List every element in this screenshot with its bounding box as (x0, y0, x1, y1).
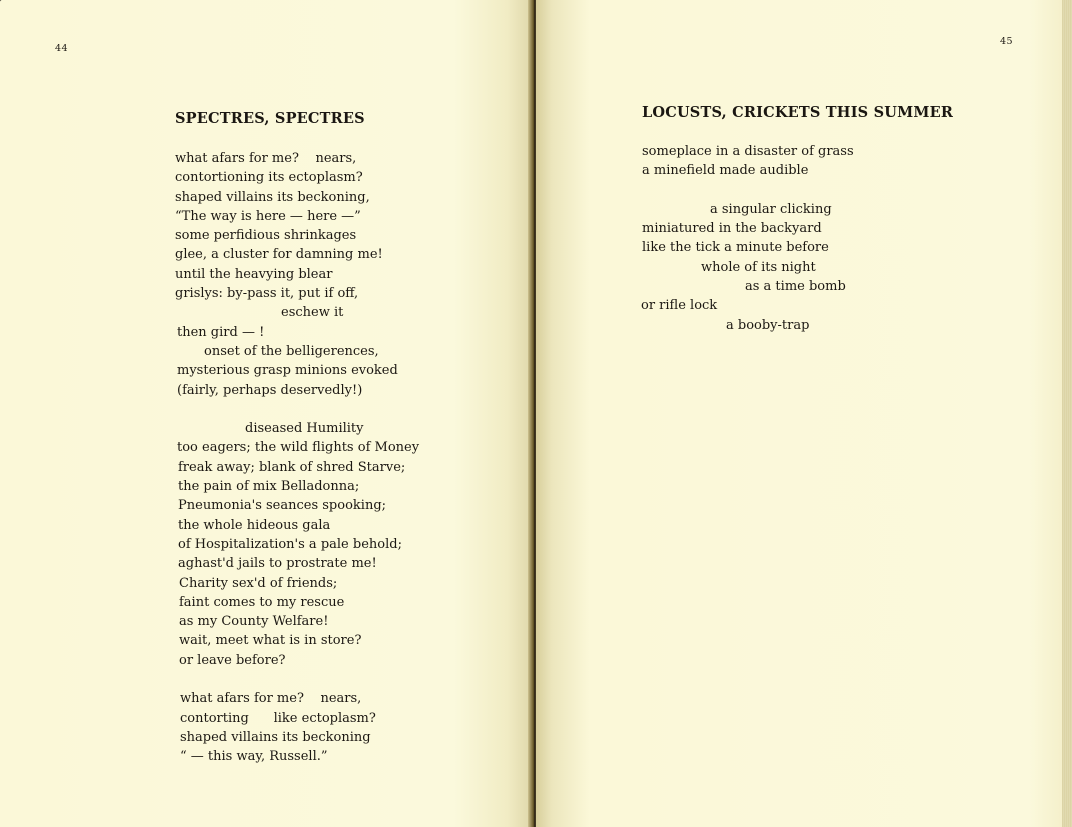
poem-line: a booby-trap (726, 317, 810, 333)
poem-line: the pain of mix Belladonna; (178, 479, 360, 495)
right-page (536, 0, 1072, 827)
poem-line: a minefield made audible (642, 163, 809, 179)
poem-title-right: LOCUSTS, CRICKETS THIS SUMMER (642, 104, 954, 121)
poem-line: or rifle lock (641, 298, 718, 314)
poem-line: until the heavying blear (175, 266, 333, 282)
poem-line: mysterious grasp minions evoked (177, 363, 398, 379)
poem-line: as my County Welfare! (179, 614, 329, 630)
poem-line: grislys: by-pass it, put if off, (175, 286, 359, 302)
poem-line: as a time bomb (745, 279, 846, 295)
poem-line: what afars for me? nears, (175, 151, 357, 166)
poem-line: onset of the belligerences, (204, 343, 379, 359)
poem-line: contortioning its ectoplasm? (175, 170, 363, 186)
left-page (0, 0, 534, 827)
page-number-left: 44 (55, 43, 69, 54)
poem-line: aghast'd jails to prostrate me! (178, 556, 377, 572)
poem-line: a singular clicking (710, 201, 832, 217)
poem-line: some perfidious shrinkages (175, 228, 357, 244)
poem-body-right (642, 142, 854, 335)
poem-line: eschew it (281, 305, 344, 321)
poem-line: (fairly, perhaps deservedly!) (177, 382, 363, 398)
poem-line: shaped villains its beckoning (180, 729, 371, 745)
poem-line: or leave before? (179, 652, 286, 668)
page-edge (1062, 0, 1072, 827)
poem-line: then gird — ! (177, 324, 265, 340)
poem-body-left (175, 149, 419, 767)
poem-line: “ — this way, Russell.” (180, 749, 328, 765)
poem-line: freak away; blank of shred Starve; (178, 459, 406, 475)
poem-line: of Hospitalization's a pale behold; (178, 536, 402, 552)
poem-line: wait, meet what is in store? (179, 633, 362, 649)
poem-line: too eagers; the wild flights of Money (177, 440, 420, 456)
poem-title-left: SPECTRES, SPECTRES (175, 110, 365, 127)
stanza-break (175, 400, 419, 419)
poem-line: glee, a cluster for damning me! (175, 247, 383, 263)
poem-line: whole of its night (701, 259, 816, 275)
poem-line: faint comes to my rescue (179, 594, 345, 610)
poem-line: Pneumonia's seances spooking; (178, 498, 387, 514)
poem-line: “The way is here — here —” (175, 208, 361, 224)
stanza-break (175, 670, 419, 689)
poem-line: Charity sex'd of friends; (179, 575, 338, 591)
poem-line: diseased Humility (245, 421, 364, 437)
poem-line: miniatured in the backyard (642, 221, 822, 237)
poem-line: what afars for me? nears, (180, 691, 362, 707)
stanza-break (642, 181, 854, 200)
poem-line: like the tick a minute before (642, 240, 829, 256)
poem-line: someplace in a disaster of grass (642, 144, 854, 159)
page-number-right: 45 (1000, 36, 1014, 47)
poem-line: shaped villains its beckoning, (175, 189, 370, 205)
poem-line: contorting like ectoplasm? (180, 710, 376, 726)
poem-line: the whole hideous gala (178, 517, 331, 533)
